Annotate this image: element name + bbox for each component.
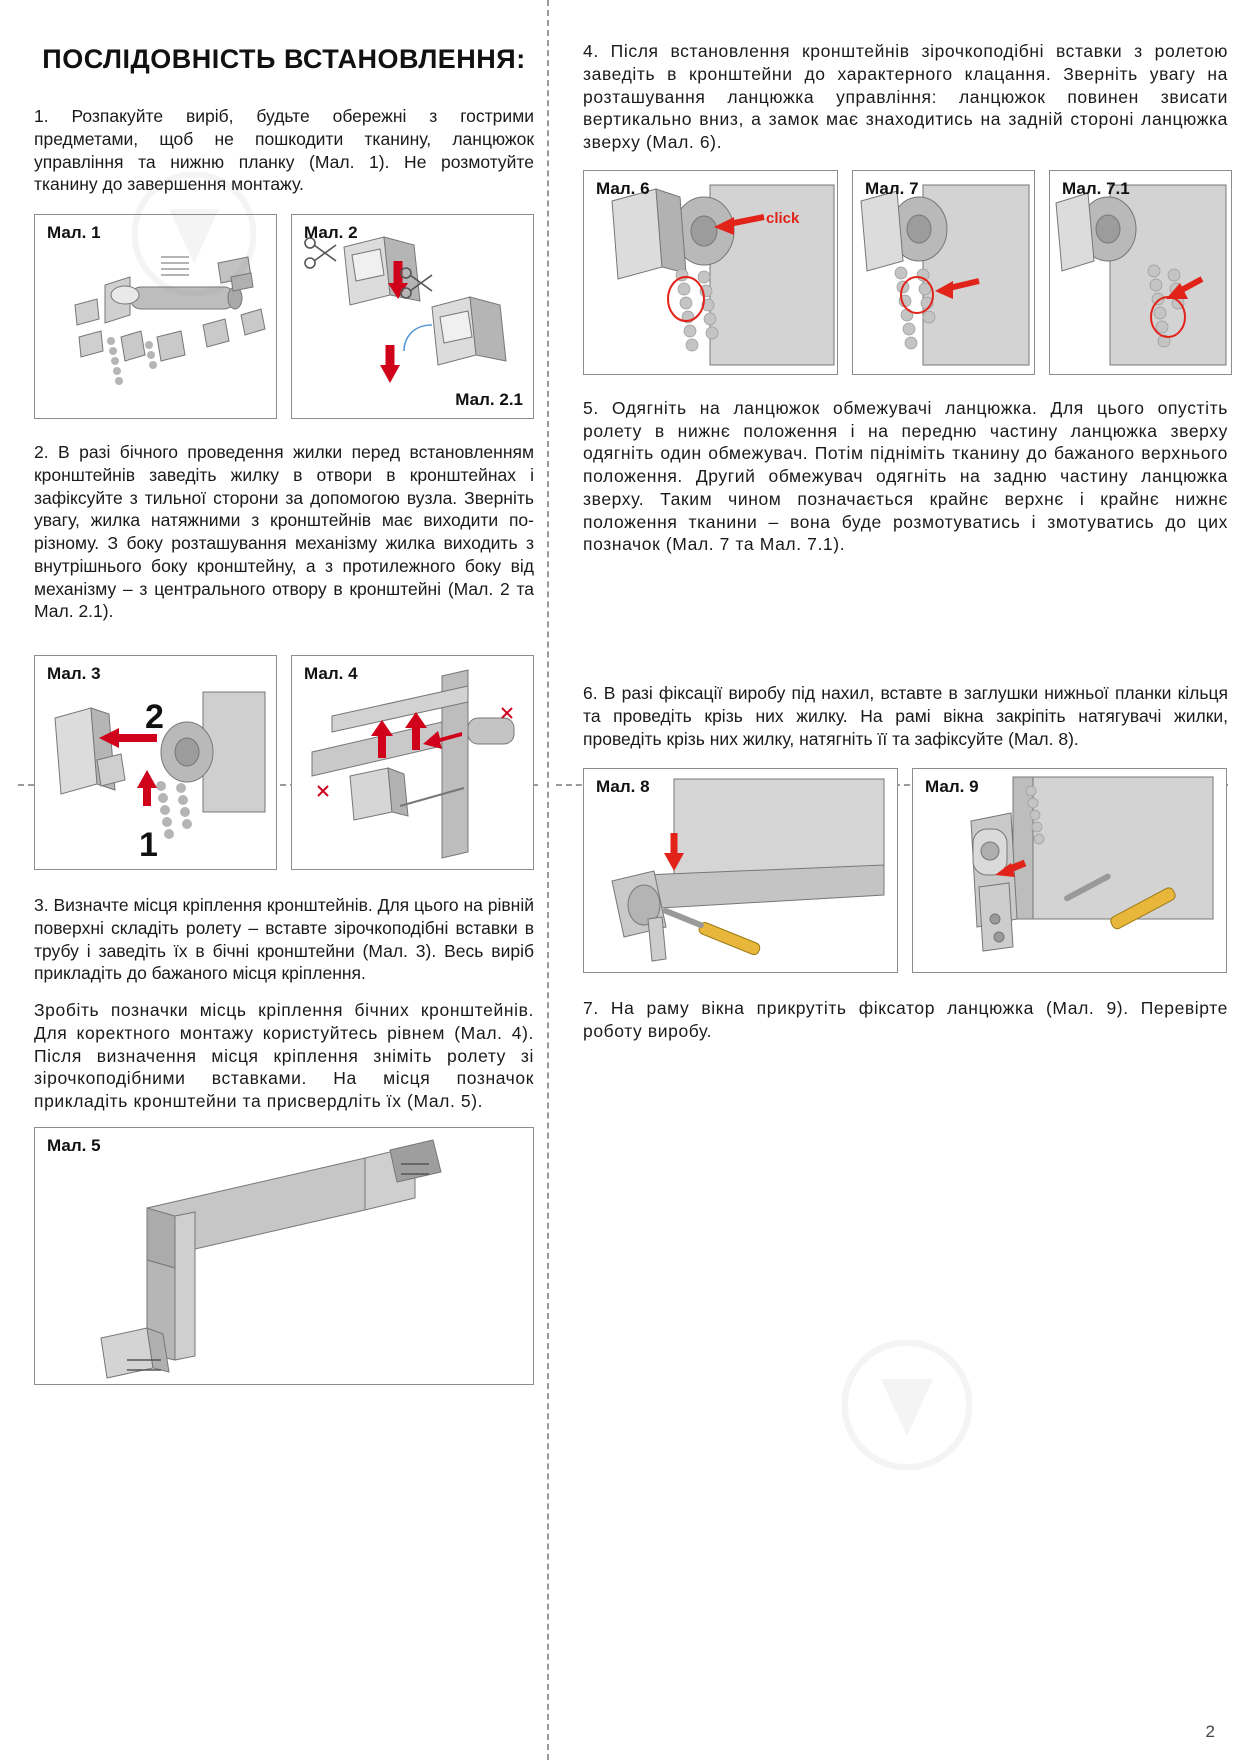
figure-3	[34, 655, 277, 870]
step-5-text: 5. Одягніть на ланцюжок обмежувачі ланцюжка. Для цього опустіть ролету в нижнє положення і на передню частину ланцюжка зверху одягніть один обмежувач. Потім підніміть тканину до бажаного верхнього положення. Другий обмежувач одягніть на задню частину ланцюжка зверху. Таким чином позначається крайнє верхнє і крайнє нижнє положення тканини – вона буде розмотуватись і змотуватись до цих позначок (Мал. 7 та Мал. 7.1).	[583, 397, 1228, 555]
click-label: click	[766, 209, 800, 227]
figure-4-caption: Мал. 4	[304, 664, 358, 683]
watermark-top	[132, 172, 256, 296]
figure-4-illustration	[292, 656, 535, 871]
page-title: ПОСЛІДОВНІСТЬ ВСТАНОВЛЕННЯ:	[42, 44, 526, 74]
figure-8	[583, 768, 898, 973]
figure-1-caption: Мал. 1	[47, 223, 101, 242]
figure-2	[291, 214, 534, 419]
step-3-text-continued: Зробіть позначки місць кріплення бічних кронштейнів. Для коректного монтажу користуйтесь рівнем (Мал. 4). Після визначення місця кріплення зніміть ролету зі зірочкоподібними вставками. На місця позначок прикладіть кронштейни та присвердліть їх (Мал. 5).	[34, 1000, 534, 1111]
step-7-text: 7. На раму вікна прикрутіть фіксатор ланцюжка (Мал. 9). Перевірте роботу виробу.	[583, 998, 1228, 1041]
figure-5-illustration	[35, 1128, 535, 1386]
watermark-bottom	[842, 1340, 972, 1470]
figure-9	[912, 768, 1227, 973]
figure-5	[34, 1127, 534, 1385]
figure-7-1-illustration	[1050, 171, 1233, 376]
left-column	[34, 26, 534, 1385]
step-1-text: 1. Розпакуйте виріб, будьте обережні з гострими предметами, щоб не пошкодити тканину, ланцюжок управління та нижню планку (Мал. 1). Не розмотуйте тканину до завершення монтажу.	[34, 106, 534, 195]
figure-3-label-two: 2	[145, 698, 164, 736]
step-4-text: 4. Після встановлення кронштейнів зірочкоподібні вставки з ролетою заведіть в кронштейни до характерного клацання. Зверніть увагу на розташування ланцюжка управління: ланцюжок повинен звисати вертикально вниз, а замок має знаходитись на задній стороні ланцюжка зверху (Мал. 6).	[583, 41, 1228, 152]
page-number: 2	[1205, 1722, 1215, 1741]
step-6-text: 6. В разі фіксації виробу під нахил, вставте в заглушки нижньої планки кільця та проведіть крізь них жилку. На рамі вікна закріпіть натягувачі жилки, проведіть крізь них жилку, натягніть її та зафіксуйте (Мал. 8).	[583, 683, 1228, 749]
figure-5-caption: Мал. 5	[47, 1135, 101, 1155]
figure-6-caption: Мал. 6	[596, 178, 650, 198]
figure-row-3	[583, 170, 1228, 375]
figure-2-caption: Мал. 2	[304, 223, 358, 242]
figure-7	[852, 170, 1035, 375]
figure-9-illustration	[913, 769, 1228, 974]
vertical-dashed-divider	[547, 0, 549, 1760]
right-column	[583, 26, 1228, 1057]
figure-9-caption: Мал. 9	[925, 777, 979, 797]
figure-3-label-one: 1	[139, 826, 158, 864]
figure-7-caption: Мал. 7	[865, 178, 919, 198]
figure-3-illustration	[35, 656, 278, 871]
figure-2-1-caption: Мал. 2.1	[455, 390, 523, 409]
figure-7-1	[1049, 170, 1232, 375]
figure-3-caption: Мал. 3	[47, 664, 101, 683]
figure-8-caption: Мал. 8	[596, 777, 650, 797]
figure-row-1	[34, 214, 534, 419]
figure-8-illustration	[584, 769, 899, 974]
figure-7-1-caption: Мал. 7.1	[1062, 178, 1130, 198]
figure-row-2	[34, 655, 534, 870]
figure-6	[583, 170, 838, 375]
figure-7-illustration	[853, 171, 1036, 376]
step-3-text: 3. Визначте місця кріплення кронштейнів. Для цього на рівній поверхні складіть ролету – вставте зірочкоподібні вставки в трубу і заведіть їх в бічні кронштейни (Мал. 3). Весь виріб прикладіть до бажаного місця кріплення.	[34, 895, 534, 984]
figure-6-illustration	[584, 171, 839, 376]
step-2-text: 2. В разі бічного проведення жилки перед встановленням кронштейнів заведіть жилку в отвори в кронштейнах і зафіксуйте з тильної сторони за допомогою вузла. Зверніть увагу, жилка натяжними з кронштейнів має виходити по-різному. З боку розташування механізму жилка виходить з внутрішнього боку кронштейну, а з протилежного боку від механізму – з центрального отвору в кронштейні (Мал. 2 та Мал. 2.1).	[34, 442, 534, 622]
figure-row-4	[583, 768, 1228, 973]
figure-4	[291, 655, 534, 870]
